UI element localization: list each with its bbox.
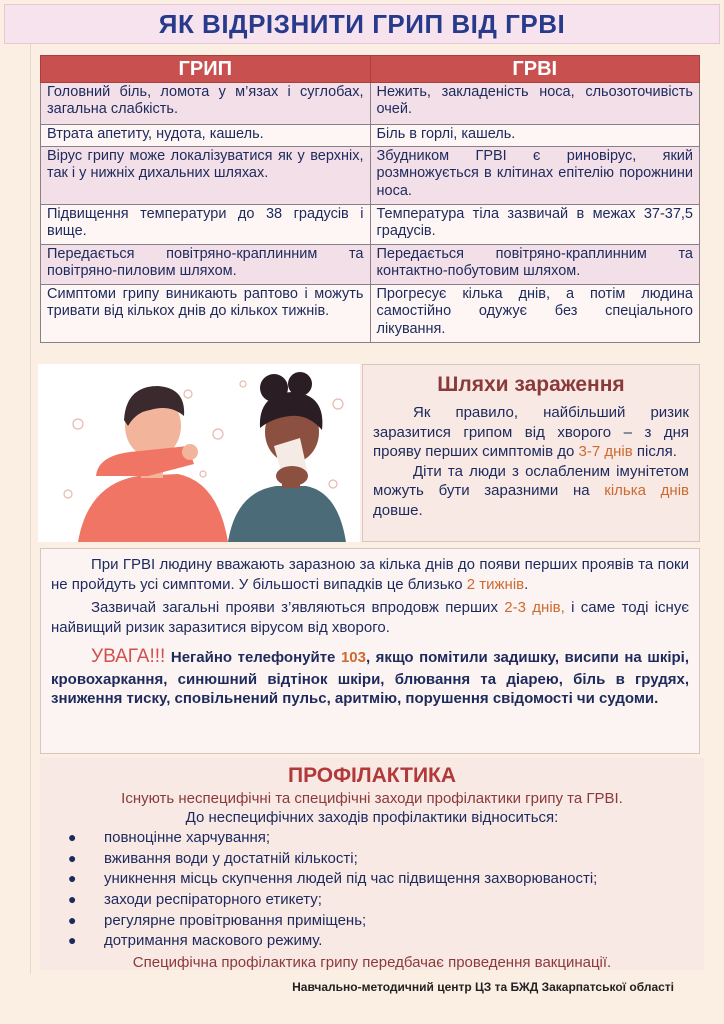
header-flu: ГРИП	[41, 56, 371, 83]
prevention-heading: ПРОФІЛАКТИКА	[287, 764, 457, 787]
bullet-icon: ●	[68, 911, 77, 928]
arvi-cell: Збудником ГРВІ є риновірус, який розмножується в клітинах епітелію порожнини носа.	[370, 147, 700, 205]
arvi-text-2	[51, 598, 689, 637]
specific-prevention: Специфічна профілактика грипу передбачає проведення вакцинації.	[132, 954, 612, 972]
bullet-icon: ●	[68, 932, 77, 949]
flu-cell: Втрата апетиту, нудота, кашель.	[41, 125, 371, 147]
text-span: і саме тоді існує найвищий ризик заразитися вірусом від хворого.	[51, 599, 689, 636]
list-item	[68, 849, 690, 870]
list-item-text: уникнення місць скупчення людей під час підвищення захворюваності;	[104, 870, 598, 888]
flu-cell: Симптоми грипу виникають раптово і можуть тривати від кількох днів до кількох тижнів.	[41, 285, 371, 343]
list-item	[68, 911, 690, 932]
warning-text	[51, 645, 689, 709]
list-item	[68, 890, 690, 911]
table-row	[41, 125, 700, 147]
arvi-cell: Температура тіла зазвичай в межах 37-37,5 градусів.	[370, 205, 700, 245]
transmission-heading: Шляхи зараження	[437, 373, 625, 396]
table-header-row	[41, 56, 700, 83]
text-span: після.	[632, 443, 677, 460]
text-span: Негайно телефонуйте	[165, 649, 341, 666]
prevention-intro: Існують неспецифічні та специфічні заходи профілактики грипу та ГРВІ.	[121, 790, 623, 807]
text-span: Зазвичай загальні прояви з’являються впродовж перших	[91, 599, 505, 616]
prevention-subintro: До неспецифічних заходів профілактики відноситься:	[185, 809, 559, 826]
text-span: довше.	[373, 501, 423, 519]
table-row	[41, 83, 700, 125]
bullet-icon: ●	[68, 829, 77, 845]
prevention-panel	[40, 758, 704, 970]
text-span: .	[524, 575, 529, 593]
list-item-text: регулярне провітрювання приміщень;	[104, 911, 367, 929]
highlight-weeks: 2 тижнів	[466, 575, 525, 593]
list-item-text: повноцінне харчування;	[104, 829, 271, 846]
list-item-text: дотримання маскового режиму.	[104, 932, 323, 950]
list-item	[68, 931, 690, 952]
header-arvi: ГРВІ	[370, 56, 700, 83]
footer-credit: Навчально-методичний центр ЦЗ та БЖД Закарпатської області	[292, 980, 674, 994]
highlight-days: кілька днів	[604, 482, 689, 499]
table-row	[41, 147, 700, 205]
emergency-number: 103	[340, 649, 366, 666]
highlight-days: 2-3 днів,	[504, 599, 565, 616]
text-span: , якщо помітили задишку, висипи на шкірі, кровохаркання, синюшний відтінок шкіри, блювання та діарею, біль в грудях, зниження тиску, сповільнений пульс, аритмію, порушення свідомості чи судоми.	[51, 649, 689, 708]
arvi-info-panel	[40, 548, 700, 754]
list-item	[68, 828, 690, 849]
arvi-cell: Нежить, закладеність носа, сльозоточивість очей.	[370, 83, 700, 125]
table-row	[41, 245, 700, 285]
page-title: ЯК ВІДРІЗНИТИ ГРИП ВІД ГРВІ	[158, 8, 566, 39]
comparison-table	[40, 55, 700, 343]
table-row	[41, 205, 700, 245]
prevention-list	[68, 828, 690, 952]
transmission-text-2	[373, 462, 689, 521]
text-span: При ГРВІ людину вважають заразною за кілька днів до появи перших проявів та поки не пройдуть усі симптоми. У більшості випадків це близько	[51, 556, 689, 593]
transmission-panel	[362, 364, 700, 542]
list-item	[68, 869, 690, 890]
arvi-text-1	[51, 555, 689, 594]
flu-cell: Вірус грипу може локалізуватися як у верхніх, так і у нижніх дихальних шляхах.	[41, 147, 371, 205]
flu-cell: Передається повітряно-краплинним та повітряно-пиловим шляхом.	[41, 245, 371, 285]
arvi-cell: Біль в горлі, кашель.	[370, 125, 700, 147]
highlight-days: 3-7 днів	[578, 443, 633, 460]
text-span: Діти та люди з ослабленим імунітетом можуть бути заразними на	[373, 462, 689, 499]
transmission-text-1	[373, 403, 689, 462]
bullet-icon: ●	[68, 891, 77, 908]
title-bar	[4, 4, 720, 44]
arvi-cell: Передається повітряно-краплинним та контактно-побутовим шляхом.	[370, 245, 700, 285]
bullet-icon: ●	[68, 849, 77, 866]
text-span: Як правило, найбільший ризик заразитися грипом від хворого – з дня прояву перших симптомів до	[373, 404, 689, 460]
arvi-cell: Прогресує кілька днів, а потім людина самостійно одужує без спеціального лікування.	[370, 285, 700, 343]
flu-cell: Підвищення температури до 38 градусів і вище.	[41, 205, 371, 245]
warning-label: УВАГА!!!	[91, 646, 166, 667]
sick-people-illustration	[38, 364, 360, 542]
list-item-text: заходи респіраторного етикету;	[104, 891, 322, 909]
list-item-text: вживання води у достатній кількості;	[104, 849, 358, 867]
table-row	[41, 285, 700, 343]
flu-cell: Головний біль, ломота у м’язах і суглобах, загальна слабкість.	[41, 83, 371, 125]
bullet-icon: ●	[68, 870, 77, 887]
